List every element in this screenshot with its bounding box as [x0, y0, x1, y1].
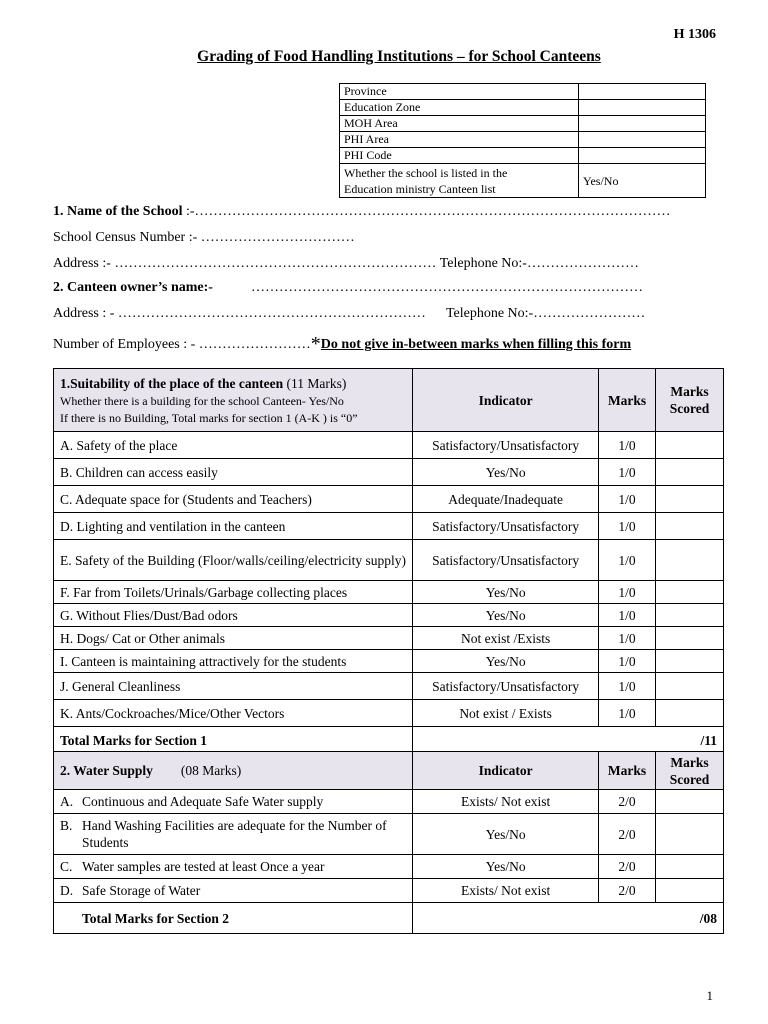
owner-name-line[interactable] — [53, 280, 643, 296]
phi-code-value[interactable] — [579, 148, 706, 164]
section2-marks: (08 Marks) — [180, 763, 242, 778]
item-scored-cell[interactable] — [656, 540, 724, 581]
item-text: E. Safety of the Building (Floor/walls/ceiling/electricity supply) — [54, 540, 413, 581]
table-row — [54, 513, 724, 540]
item-scored-cell[interactable] — [656, 486, 724, 513]
section1-header-row — [54, 369, 724, 432]
item-scored-cell[interactable] — [656, 650, 724, 673]
item-indicator: Yes/No — [413, 855, 599, 879]
item-text: F. Far from Toilets/Urinals/Garbage collecting places — [54, 581, 413, 604]
item-indicator: Yes/No — [413, 581, 599, 604]
item-indicator: Exists/ Not exist — [413, 790, 599, 814]
item-letter: C. — [60, 859, 73, 874]
item-text: B. Children can access easily — [54, 459, 413, 486]
section2-title-cell — [54, 752, 413, 790]
school-telephone: Telephone No:-…………………… — [439, 256, 639, 271]
item-desc: Safe Storage of Water — [82, 883, 201, 898]
item-scored-cell[interactable] — [656, 627, 724, 650]
section1-indicator-header: Indicator — [413, 369, 599, 432]
item-scored-cell[interactable] — [656, 855, 724, 879]
item-marks: 1/0 — [599, 627, 656, 650]
item-text — [54, 814, 413, 855]
section1-marks-header: Marks — [599, 369, 656, 432]
item-scored-cell[interactable] — [656, 790, 724, 814]
phi-area-value[interactable] — [579, 132, 706, 148]
section2-header-row — [54, 752, 724, 790]
section2-table — [53, 751, 724, 934]
item-text: D. Lighting and ventilation in the canteen — [54, 513, 413, 540]
item-marks: 1/0 — [599, 581, 656, 604]
item-marks: 2/0 — [599, 814, 656, 855]
item-text: I. Canteen is maintaining attractively for the students — [54, 650, 413, 673]
item-text — [54, 855, 413, 879]
item-text: A. Safety of the place — [54, 432, 413, 459]
section1-scored-header: Marks Scored — [656, 369, 724, 432]
province-label: Province — [340, 84, 579, 100]
item-scored-cell[interactable] — [656, 700, 724, 727]
owner-name-dots: ………………………………………………………………………… — [250, 280, 643, 295]
item-text — [54, 879, 413, 903]
item-indicator: Yes/No — [413, 650, 599, 673]
item-marks: 1/0 — [599, 700, 656, 727]
table-row — [54, 700, 724, 727]
employees-line[interactable] — [53, 333, 631, 356]
item-text — [54, 790, 413, 814]
table-row — [54, 879, 724, 903]
item-scored-cell[interactable] — [656, 814, 724, 855]
section2-total-row — [54, 903, 724, 934]
table-row — [54, 673, 724, 700]
page-number: 1 — [706, 988, 713, 1003]
school-name-dots: :-………………………………………………………………………………………… — [182, 204, 671, 219]
item-marks: 1/0 — [599, 604, 656, 627]
item-indicator: Yes/No — [413, 459, 599, 486]
province-value[interactable] — [579, 84, 706, 100]
item-desc: Hand Washing Facilities are adequate for the Number of Students — [82, 818, 387, 850]
item-indicator: Adequate/Inadequate — [413, 486, 599, 513]
item-marks: 1/0 — [599, 486, 656, 513]
item-scored-cell[interactable] — [656, 459, 724, 486]
item-indicator: Satisfactory/Unsatisfactory — [413, 540, 599, 581]
item-indicator: Yes/No — [413, 814, 599, 855]
item-marks: 2/0 — [599, 790, 656, 814]
location-info-table — [339, 83, 706, 198]
section1-title-cell — [54, 369, 413, 432]
item-marks: 1/0 — [599, 513, 656, 540]
item-marks: 1/0 — [599, 540, 656, 581]
item-indicator: Yes/No — [413, 604, 599, 627]
table-row — [54, 459, 724, 486]
item-marks: 2/0 — [599, 855, 656, 879]
phi-area-label: PHI Area — [340, 132, 579, 148]
item-indicator: Not exist /Exists — [413, 627, 599, 650]
table-row — [54, 604, 724, 627]
phi-code-label: PHI Code — [340, 148, 579, 164]
table-row — [54, 790, 724, 814]
item-indicator: Satisfactory/Unsatisfactory — [413, 432, 599, 459]
school-name-line[interactable] — [53, 204, 671, 220]
table-row — [54, 432, 724, 459]
school-census-line[interactable]: School Census Number :- …………………………… — [53, 230, 355, 245]
section2-total-label: Total Marks for Section 2 — [54, 903, 413, 934]
section1-total-label: Total Marks for Section 1 — [54, 727, 413, 755]
item-marks: 1/0 — [599, 459, 656, 486]
item-letter: D. — [60, 883, 74, 898]
canteen-list-value[interactable]: Yes/No — [579, 164, 706, 198]
table-row — [54, 581, 724, 604]
school-name-label: 1. Name of the School — [53, 204, 183, 219]
section1-table — [53, 368, 724, 755]
section2-total-value[interactable]: /08 — [413, 903, 724, 934]
item-marks: 1/0 — [599, 650, 656, 673]
item-desc: Water samples are tested at least Once a year — [82, 859, 325, 874]
item-scored-cell[interactable] — [656, 604, 724, 627]
section1-note-2: If there is no Building, Total marks for section 1 (A-K ) is “0” — [60, 410, 358, 425]
table-row — [54, 540, 724, 581]
item-scored-cell[interactable] — [656, 581, 724, 604]
education-zone-label: Education Zone — [340, 100, 579, 116]
item-scored-cell[interactable] — [656, 673, 724, 700]
section1-note-1: Whether there is a building for the school Canteen- Yes/No — [60, 393, 344, 408]
table-row — [54, 855, 724, 879]
section2-indicator-header: Indicator — [413, 752, 599, 790]
owner-telephone: Telephone No:-…………………… — [445, 306, 646, 321]
item-text: C. Adequate space for (Students and Teachers) — [54, 486, 413, 513]
school-address: Address :- …………………………………………………………… — [53, 256, 437, 271]
table-row — [54, 650, 724, 673]
moh-area-label: MOH Area — [340, 116, 579, 132]
table-row — [54, 486, 724, 513]
item-indicator: Exists/ Not exist — [413, 879, 599, 903]
form-code: H 1306 — [673, 27, 716, 42]
item-indicator: Not exist / Exists — [413, 700, 599, 727]
page-title: Grading of Food Handling Institutions – for School Canteens — [197, 48, 601, 65]
item-scored-cell[interactable] — [656, 513, 724, 540]
item-text: K. Ants/Cockroaches/Mice/Other Vectors — [54, 700, 413, 727]
moh-area-value[interactable] — [579, 116, 706, 132]
section1-marks: (11 Marks) — [283, 375, 347, 391]
warning-text: Do not give in-between marks when filling this form — [320, 337, 632, 352]
item-text: H. Dogs/ Cat or Other animals — [54, 627, 413, 650]
item-text: G. Without Flies/Dust/Bad odors — [54, 604, 413, 627]
employees-label: Number of Employees : - …………………… — [53, 337, 311, 352]
item-marks: 1/0 — [599, 432, 656, 459]
item-marks: 2/0 — [599, 879, 656, 903]
canteen-list-label-line1: Whether the school is listed in the — [344, 165, 508, 180]
section1-title: 1.Suitability of the place of the canteen — [60, 375, 284, 391]
section2-marks-header: Marks — [599, 752, 656, 790]
item-desc: Continuous and Adequate Safe Water supply — [82, 794, 324, 809]
item-letter: B. — [60, 818, 73, 833]
owner-address-line[interactable] — [53, 306, 645, 322]
item-marks: 1/0 — [599, 673, 656, 700]
table-row — [54, 627, 724, 650]
owner-name-label: 2. Canteen owner’s name:- — [53, 280, 213, 295]
section2-scored-header: Marks Scored — [656, 752, 724, 790]
table-row — [54, 814, 724, 855]
section1-total-value[interactable]: /11 — [413, 727, 724, 755]
canteen-list-label — [340, 164, 579, 198]
item-indicator: Satisfactory/Unsatisfactory — [413, 513, 599, 540]
item-scored-cell[interactable] — [656, 432, 724, 459]
item-letter: A. — [60, 794, 74, 809]
canteen-list-label-line2: Education ministry Canteen list — [344, 181, 496, 196]
education-zone-value[interactable] — [579, 100, 706, 116]
section2-title: 2. Water Supply — [60, 763, 153, 778]
item-text: J. General Cleanliness — [54, 673, 413, 700]
school-address-line[interactable] — [53, 256, 639, 272]
item-scored-cell[interactable] — [656, 879, 724, 903]
star-mark: * — [310, 333, 321, 355]
item-indicator: Satisfactory/Unsatisfactory — [413, 673, 599, 700]
owner-address: Address : - ………………………………………………………… — [53, 306, 426, 321]
